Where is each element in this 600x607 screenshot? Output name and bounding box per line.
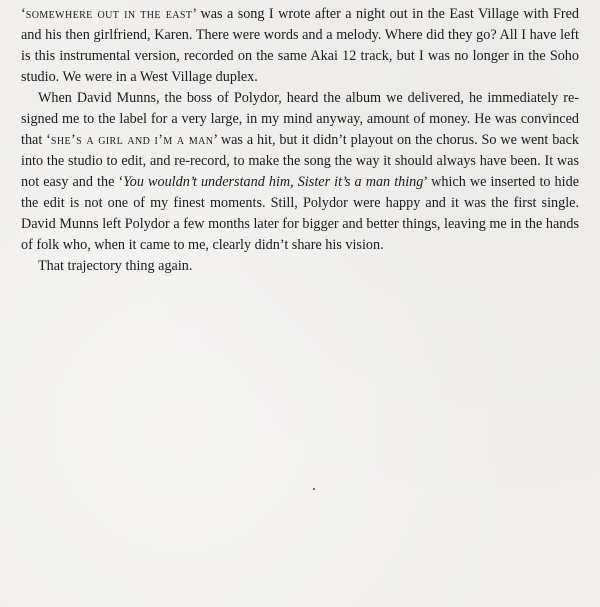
paper-speck (313, 488, 315, 490)
open-quote: ‘ (21, 6, 26, 22)
paragraph-2-text-a: When David Munns, the boss of Polydor, heard the album we delivered, he immediately re-signed me to the label for a very large, in my mind anyway, amount of money. He was convinced that ‘ (21, 90, 579, 148)
paragraph-1 (21, 4, 579, 88)
lyric-quote: You wouldn’t understand him, Sister it’s a man thing (123, 174, 424, 190)
song-title-somewhere-out-in-the-east: somewhere out in the east (25, 6, 193, 22)
paragraph-3-text: That trajectory thing again. (38, 258, 193, 274)
paragraph-1-text: ’ was a song I wrote after a night out in the East Village with Fred and his then girlfriend, Karen. There were words and a melody. Where did they go? All I have left is this instrumental version, recorded on the same Akai 12 track, but I was no longer in the Soho studio. We were in a West Village duplex. (21, 6, 579, 85)
paragraph-2-text-b: ’ was a hit, but it didn’t playout on the chorus. So we went back into the studio to edit, and re-record, to make the song the way it should always have been. It was not easy and the ‘ (21, 132, 579, 190)
body-text (21, 4, 579, 277)
song-title-shes-a-girl: she’s a girl and i’m a man (50, 132, 214, 148)
paragraph-2 (21, 88, 579, 256)
paragraph-3 (21, 256, 579, 277)
paragraph-2-text-c: ’ which we inserted to hide the edit is not one of my finest moments. Still, Polydor were happy and it was the first single. David Munns left Polydor a few months later for bigger and better things, leaving me in the hands of folk who, when it came to me, clearly didn’t share his vision. (21, 174, 579, 253)
